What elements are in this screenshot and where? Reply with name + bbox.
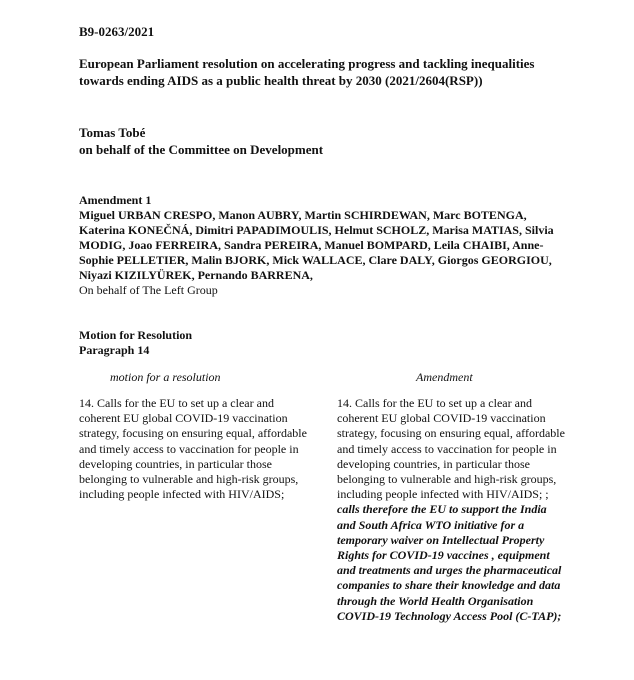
document-reference: B9-0263/2021 — [79, 24, 155, 39]
amendment-label: Amendment 1 — [79, 193, 152, 207]
right-column-header: Amendment — [416, 370, 473, 384]
rapporteur-block — [79, 124, 323, 158]
rapporteur-name: Tomas Tobé — [79, 125, 146, 140]
motion-reference — [79, 328, 192, 358]
amendment-block — [79, 193, 559, 298]
paragraph-line: Paragraph 14 — [79, 343, 150, 357]
group-line: On behalf of The Left Group — [79, 283, 218, 297]
original-text: 14. Calls for the EU to set up a clear and coherent EU global COVID-19 vaccination strategy, focusing on ensuring equal, affordable and timely access to vaccination for people in developing countries, in particular those belonging to vulnerable and high-risk groups, including people infected with HIV/AIDS; — [79, 396, 307, 502]
amended-text-unchanged: 14. Calls for the EU to set up a clear and coherent EU global COVID-19 vaccination strategy, focusing on ensuring equal, affordable and timely access to vaccination for people in developing countries, in particular those belonging to vulnerable and high-risk groups, including people infected with HIV/AIDS; ; — [337, 396, 565, 502]
left-column-header: motion for a resolution — [110, 370, 221, 384]
motion-line: Motion for Resolution — [79, 328, 193, 342]
resolution-title: European Parliament resolution on accelerating progress and tackling inequalities towards ending AIDS as a public health threat by 2030 (2021/2604(RSP)) — [79, 56, 535, 88]
amended-text — [337, 396, 567, 624]
committee-line: on behalf of the Committee on Development — [79, 142, 324, 157]
amended-text-insertion: calls therefore the EU to support the India and South Africa WTO initiative for a temporary waiver on Intellectual Property Rights for COVID-19 vaccines , equipment and treatments and urges the pharmaceutical companies to share their knowledge and data through the World Health Organisation COVID-19 Technology Access Pool (C-TAP); — [337, 502, 562, 623]
signatories-list: Miguel URBAN CRESPO, Manon AUBRY, Martin SCHIRDEWAN, Marc BOTENGA, Katerina KONEČNÁ, Dimitri PAPADIMOULIS, Helmut SCHOLZ, Marisa MATIAS, Silvia MODIG, Joao FERREIRA, Sandra PEREIRA, Manuel BOMPARD, Leila CHAIBI, Anne-Sophie PELLETIER, Malin BJORK, Mick WALLACE, Clare DALY, Giorgos GEORGIOU, Niyazi KIZILYÜREK, Pernando BARRENA, — [79, 208, 554, 282]
